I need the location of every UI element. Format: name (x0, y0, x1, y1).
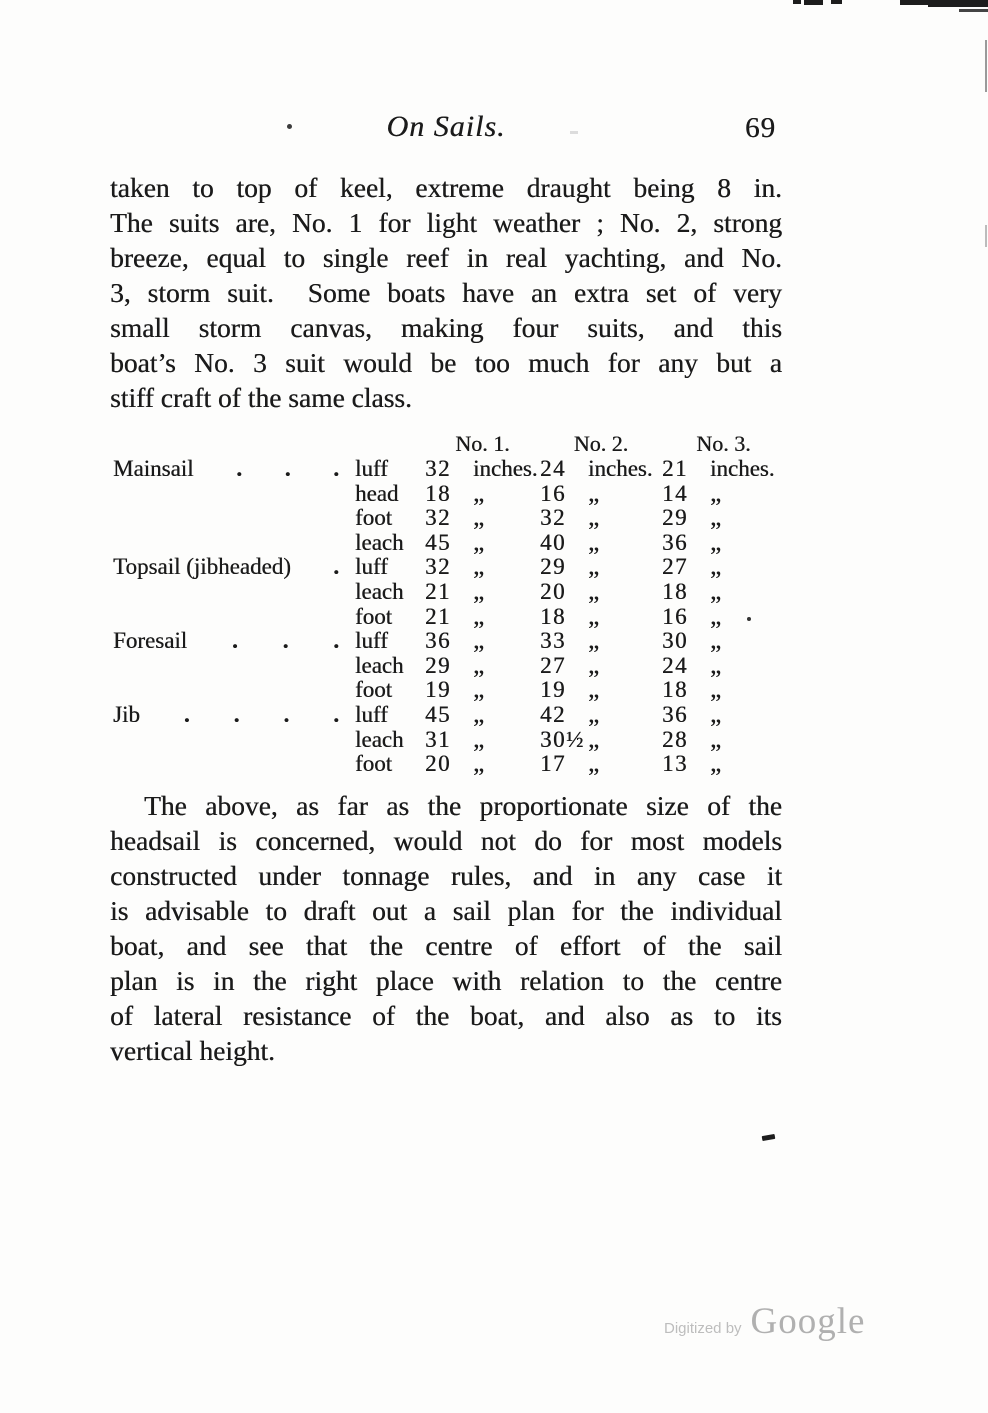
text-line: small storm canvas, making four suits, and this (110, 312, 782, 343)
measurement-cell-no1: 21 „ (425, 580, 540, 605)
unit-label: inches. (588, 456, 653, 481)
scan-artifact-page-edge (985, 40, 987, 92)
measurement-cell-no1: 29 „ (425, 654, 540, 679)
ditto-mark: „ (710, 479, 721, 507)
measurement-cell-no2: 40 „ (540, 531, 662, 556)
measurement-cell-no2: 33 „ (540, 629, 662, 654)
page-number: 69 (745, 112, 776, 144)
table-row (113, 700, 785, 728)
scan-artifact-top-dash (959, 9, 988, 12)
ditto-mark: „ (588, 553, 599, 581)
measurement-cell-no3: 28 „ (662, 728, 785, 753)
text-line: constructed under tonnage rules, and in any case it (110, 860, 782, 891)
text-line: headsail is concerned, would not do for most models (110, 825, 782, 856)
ditto-mark: „ (588, 651, 599, 679)
column-header-no1: No. 1. (455, 431, 510, 456)
table-header-row (113, 431, 785, 457)
text-line: stiff craft of the same class. (110, 382, 412, 413)
digitized-by-label: Digitized by (664, 1320, 742, 1337)
measurement-cell-no1: 32 „ (425, 506, 540, 531)
sail-part-cell: luff (355, 701, 388, 727)
sail-name-cell: Mainsail . . . (113, 456, 339, 481)
scan-artifact-top-dash (793, 0, 801, 4)
measurement-cell-no3: 18 „ (662, 580, 785, 605)
sail-name-cell: Foresail . . . (113, 628, 339, 654)
column-header-no2: No. 2. (573, 431, 629, 456)
measurement-cell-no1: 32 „ (425, 555, 540, 580)
watermark (664, 1300, 865, 1343)
ditto-mark: „ (473, 602, 484, 630)
measurement-cell-no1: 36 „ (425, 629, 540, 654)
ditto-mark: „ (588, 627, 599, 655)
measurement-cell-no1: 31 „ (425, 728, 540, 753)
measurement-cell-no3: 16 „ (662, 605, 785, 630)
measurement-cell-no1: 19 „ (425, 678, 540, 703)
ditto-mark: „ (473, 627, 484, 655)
measurement-cell-no3: 27 „ (662, 555, 785, 580)
measurement-cell-no2: 16 „ (540, 482, 662, 507)
measurement-cell-no2: 42 „ (540, 703, 662, 728)
scan-artifact-top-dash (804, 0, 823, 5)
table-row (113, 651, 785, 679)
measurement-cell-no2: 24 inches. (540, 457, 662, 482)
table-row (113, 528, 785, 556)
ditto-mark: „ (588, 725, 599, 753)
text-line: boat’s No. 3 suit would be too much for any but a (110, 347, 782, 378)
table-row (113, 457, 785, 482)
sail-part-cell: head (355, 480, 399, 506)
sail-dimensions-table (113, 431, 785, 777)
measurement-cell-no2: 20 „ (540, 580, 662, 605)
text-line: The above, as far as the proportionate size of the (144, 790, 782, 821)
text-line: taken to top of keel, extreme draught being 8 in. (110, 172, 782, 203)
measurement-cell-no1: 45 „ (425, 531, 540, 556)
scan-artifact-top-dash (928, 0, 988, 7)
measurement-cell-no3: 14 „ (662, 482, 785, 507)
measurement-cell-no2: 32 „ (540, 506, 662, 531)
ditto-mark: „ (588, 528, 599, 556)
measurement-cell-no3: 13 „ (662, 752, 785, 777)
sail-name-cell: Topsail (jibheaded) . (113, 554, 339, 580)
column-header-no3: No. 3. (696, 431, 751, 456)
ditto-mark: „ (710, 528, 721, 556)
table-row (113, 678, 785, 703)
ditto-mark: „ (473, 577, 484, 605)
sail-part-cell: luff (355, 456, 388, 481)
measurement-cell-no2: 30½ „ (540, 728, 662, 753)
measurement-cell-no2: 18 „ (540, 605, 662, 630)
measurement-cell-no3: 29 „ (662, 506, 785, 531)
ditto-mark: „ (710, 700, 721, 728)
table-row (113, 577, 785, 605)
text-line: vertical height. (110, 1035, 275, 1066)
table-row (113, 479, 785, 507)
ditto-mark: „ (588, 750, 599, 778)
ditto-mark: „ (588, 504, 599, 532)
measurement-cell-no1: 20 „ (425, 752, 540, 777)
scan-artifact-top-dash (831, 0, 842, 4)
ditto-mark: „ (710, 627, 721, 655)
measurement-cell-no2: 29 „ (540, 555, 662, 580)
google-logo: Google (750, 1301, 866, 1342)
scan-artifact-top-dash (900, 0, 928, 5)
ditto-mark: „ (710, 602, 721, 630)
ditto-mark: „ (710, 504, 721, 532)
measurement-cell-no3: 21 inches. (662, 457, 785, 482)
scan-artifact-page-edge (985, 225, 987, 247)
ditto-mark: „ (710, 577, 721, 605)
sail-part-cell: foot (355, 677, 393, 703)
ditto-mark: „ (710, 553, 721, 581)
ditto-mark: „ (588, 676, 599, 704)
sail-name-cell: Jib . . . . (113, 701, 339, 727)
sail-part-cell: luff (355, 554, 388, 580)
ditto-mark: „ (588, 700, 599, 728)
measurement-cell-no1: 32 inches. (425, 457, 540, 482)
sail-part-cell: leach (355, 652, 404, 678)
ditto-mark: „ (473, 553, 484, 581)
ditto-mark: „ (710, 676, 721, 704)
sail-part-cell: luff (355, 628, 388, 654)
ditto-mark: „ (588, 602, 599, 630)
sail-part-cell: leach (355, 726, 404, 752)
table-row (113, 602, 785, 630)
measurement-cell-no2: 27 „ (540, 654, 662, 679)
table-row (113, 752, 785, 777)
text-line: is advisable to draft out a sail plan for the individual (110, 895, 782, 926)
body-paragraph (110, 788, 782, 1068)
body-paragraph (110, 170, 782, 415)
scan-artifact-speck (762, 1134, 776, 1141)
measurement-cell-no3: 30 „ (662, 629, 785, 654)
text-line: boat, and see that the centre of effort of the sail (110, 930, 782, 961)
ditto-mark: „ (473, 479, 484, 507)
measurement-cell-no2: 17 „ (540, 752, 662, 777)
sail-part-cell: leach (355, 529, 404, 555)
sail-part-cell: leach (355, 578, 404, 604)
table-row (113, 629, 785, 654)
measurement-cell-no1: 45 „ (425, 703, 540, 728)
ditto-mark: „ (473, 528, 484, 556)
text-line: of lateral resistance of the boat, and also as to its (110, 1000, 782, 1031)
ditto-mark: „ (588, 577, 599, 605)
unit-label: inches. (710, 456, 775, 481)
text-line: plan is in the right place with relation to the centre (110, 965, 782, 996)
ditto-mark: „ (473, 700, 484, 728)
sail-part-cell: foot (355, 603, 393, 629)
page-header (110, 110, 782, 152)
text-line: The suits are, No. 1 for light weather ; No. 2, strong (110, 207, 782, 238)
text-line: 3, storm suit. Some boats have an extra set of very (110, 277, 782, 308)
ditto-mark: „ (473, 750, 484, 778)
measurement-cell-no3: 36 „ (662, 531, 785, 556)
table-row (113, 506, 785, 531)
measurement-cell-no1: 21 „ (425, 605, 540, 630)
ditto-mark: „ (710, 750, 721, 778)
sail-part-cell: foot (355, 505, 393, 531)
ditto-mark: „ (473, 651, 484, 679)
ditto-mark: „ (588, 479, 599, 507)
measurement-cell-no3: 24 „ (662, 654, 785, 679)
ditto-mark: „ (710, 651, 721, 679)
table-row (113, 555, 785, 580)
measurement-cell-no3: 36 „ (662, 703, 785, 728)
running-title: On Sails. (386, 110, 506, 143)
measurement-cell-no2: 19 „ (540, 678, 662, 703)
ditto-mark: „ (473, 725, 484, 753)
unit-label: inches. (473, 456, 538, 481)
table-row (113, 725, 785, 753)
measurement-cell-no3: 18 „ (662, 678, 785, 703)
ditto-mark: „ (473, 676, 484, 704)
sail-part-cell: foot (355, 751, 393, 777)
text-line: breeze, equal to single reef in real yachting, and No. (110, 242, 782, 273)
ditto-mark: „ (710, 725, 721, 753)
ditto-mark: „ (473, 504, 484, 532)
measurement-cell-no1: 18 „ (425, 482, 540, 507)
